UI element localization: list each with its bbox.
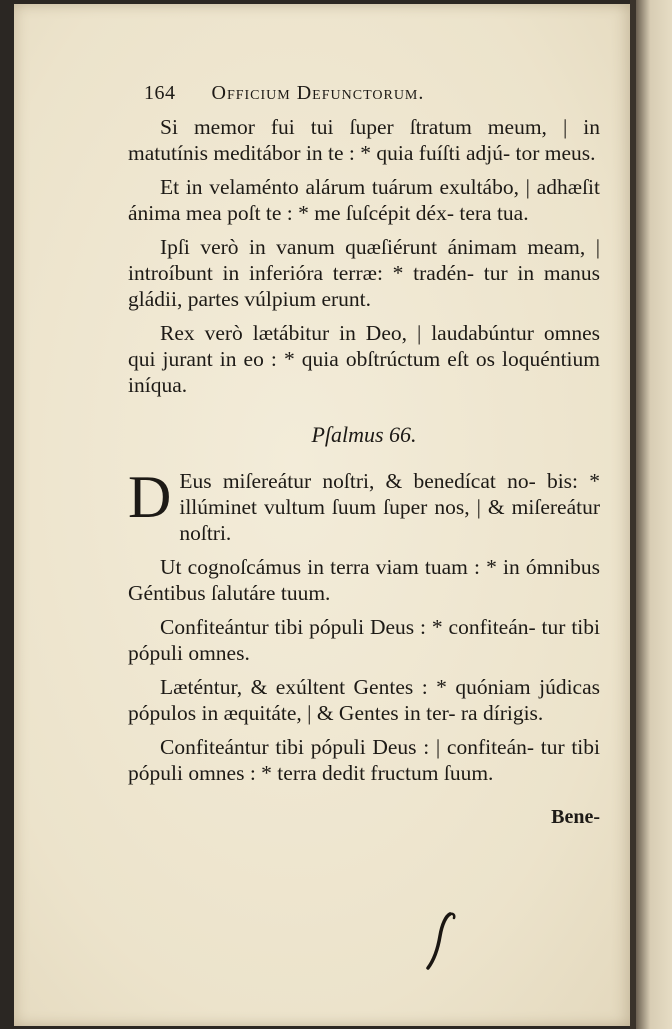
handwritten-ink-mark [420,910,460,972]
verse-paragraph: Si memor fui tui ſuper ſtratum meum, | in matutínis meditábor in te : * quia fuíſti adjú- tor meus. [128,115,600,165]
psalm-title: Pſalmus 66. [311,422,417,447]
verse-paragraph: Confiteántur tibi pópuli Deus : * confiteán- tur tibi pópuli omnes. [128,615,600,665]
page-text [128,80,600,830]
running-title: Officium Defunctorum. [211,82,425,104]
drop-cap: D [128,464,172,530]
verse-paragraph: Et in velaménto alárum tuárum exultábo, | adhæſit ánima mea poſt te : * me ſuſcépit déx- tera tua. [128,175,600,225]
verse-paragraph: Ut cognoſcámus in terra viam tuam : * in ómnibus Géntibus ſalutáre tuum. [128,555,600,605]
page-number: 164 [144,82,176,104]
right-page-edge [636,0,672,1029]
verse-paragraph: Læténtur, & exúltent Gentes : * quóniam júdicas pópulos in æquitáte, | & Gentes in ter- ra dírigis. [128,675,600,725]
dropcap-paragraph-text: Eus miſereátur noſtri, & benedícat no- bis: * illúminet vultum ſuum ſuper nos, | & miſereátur noſtri. [179,469,600,545]
verse-paragraph: Confiteántur tibi pópuli Deus : | confiteán- tur tibi pópuli omnes : * terra dedit fructum ſuum. [128,735,600,785]
verse-paragraph: Rex verò lætábitur in Deo, | laudabúntur omnes qui jurant in eo : * quia obſtrúctum eſt os loquéntium iníqua. [128,321,600,397]
verse-paragraph: Ipſi verò in vanum quæſiérunt ánimam meam, | introíbunt in inferióra terræ: * tradén- tur in manus gládii, partes vúlpium erunt. [128,235,600,311]
running-header [144,80,600,106]
catchword: Bene- [551,806,600,828]
dropcap-paragraph [128,464,600,546]
